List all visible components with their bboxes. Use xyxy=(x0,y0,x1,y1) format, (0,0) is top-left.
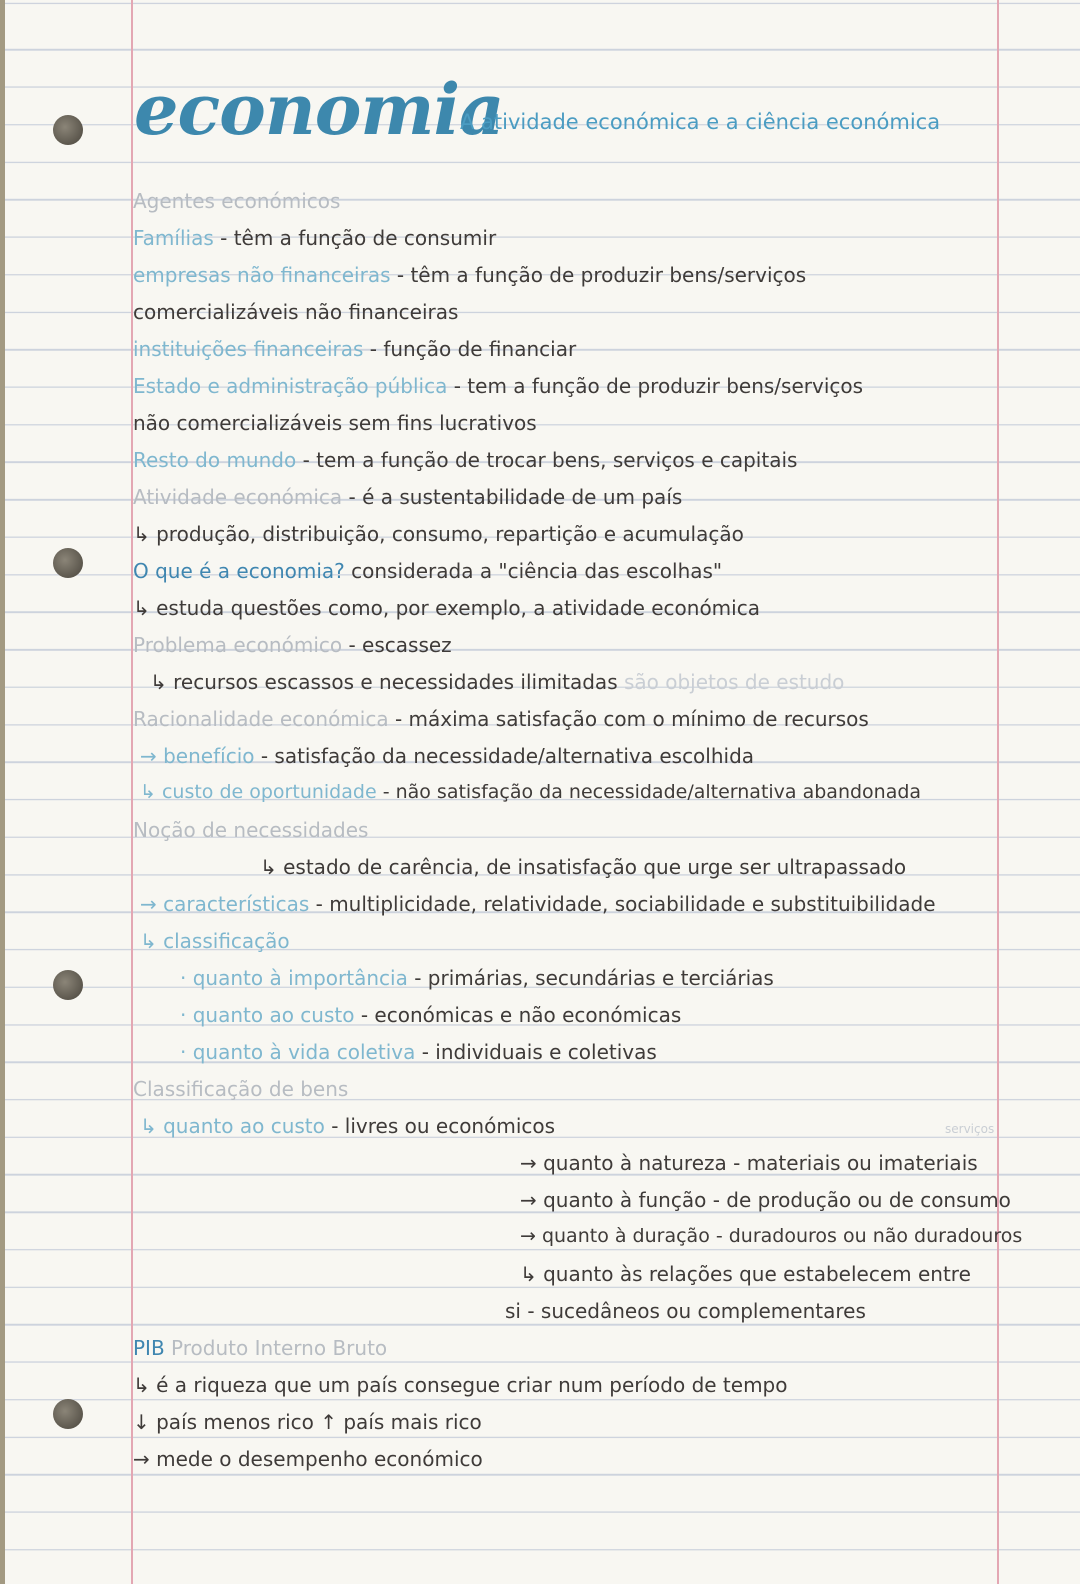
note-line xyxy=(133,596,760,620)
note-line xyxy=(133,263,806,287)
note-line xyxy=(140,744,754,768)
note-line xyxy=(133,1447,483,1471)
note-text: ↳ é a riqueza que um país consegue criar num período de tempo xyxy=(133,1373,788,1397)
note-text: ↳ produção, distribuição, consumo, repartição e acumulação xyxy=(133,522,744,546)
note-text: - função de financiar xyxy=(369,337,577,361)
note-line xyxy=(133,374,863,398)
note-line xyxy=(520,1151,978,1175)
note-line xyxy=(260,855,906,879)
note-line xyxy=(140,1114,555,1138)
note-line xyxy=(133,485,682,509)
binder-hole-icon xyxy=(53,970,83,1000)
note-keyword: · quanto ao custo xyxy=(180,1003,355,1027)
note-text: - não satisfação da necessidade/alternativa abandonada xyxy=(382,781,922,803)
page-title: economia xyxy=(134,68,504,151)
note-keyword: · quanto à importância xyxy=(180,966,408,990)
note-keyword: ↳ custo de oportunidade xyxy=(140,781,377,803)
note-line xyxy=(520,1225,1022,1247)
note-text: - multiplicidade, relatividade, sociabilidade e substituibilidade xyxy=(315,892,936,916)
note-keyword: Famílias xyxy=(133,226,214,250)
note-text: - escassez xyxy=(348,633,452,657)
note-line xyxy=(133,1373,787,1397)
note-text: - económicas e não económicas xyxy=(360,1003,682,1027)
note-text: ↓ país menos rico ↑ país mais rico xyxy=(133,1410,482,1434)
note-text: - máxima satisfação com o mínimo de recursos xyxy=(394,707,869,731)
note-text: ↳ estuda questões como, por exemplo, a atividade económica xyxy=(133,596,760,620)
note-keyword: · quanto à vida coletiva xyxy=(180,1040,416,1064)
note-line xyxy=(133,448,797,472)
note-line xyxy=(133,1077,348,1101)
note-line xyxy=(133,300,458,324)
note-line xyxy=(140,892,936,916)
note-line xyxy=(140,929,290,953)
note-text: - têm a função de consumir xyxy=(220,226,497,250)
note-line xyxy=(133,818,368,842)
note-keyword: Problema económico xyxy=(133,633,343,657)
note-text: si - sucedâneos ou complementares xyxy=(505,1299,866,1323)
note-text: → mede o desempenho económico xyxy=(133,1447,483,1471)
note-keyword: Atividade económica xyxy=(133,485,343,509)
note-line xyxy=(520,1262,971,1286)
note-keyword: Noção de necessidades xyxy=(133,818,369,842)
note-line xyxy=(133,411,537,435)
note-keyword: ↳ classificação xyxy=(140,929,290,953)
note-line xyxy=(133,189,340,213)
note-text: ↳ recursos escassos e necessidades ilimitadas xyxy=(150,670,618,694)
note-keyword: Estado e administração pública xyxy=(133,374,448,398)
page-subtitle: A atividade económica e a ciência económica xyxy=(460,110,941,134)
note-text: - primárias, secundárias e terciárias xyxy=(414,966,774,990)
note-text: → quanto à natureza - materiais ou imateriais xyxy=(520,1151,978,1175)
note-line xyxy=(180,966,774,990)
note-text: - livres ou económicos xyxy=(331,1114,556,1138)
binder-hole-icon xyxy=(53,115,83,145)
note-line xyxy=(133,337,576,361)
note-line xyxy=(150,670,844,694)
note-text: não comercializáveis sem fins lucrativos xyxy=(133,411,537,435)
note-text: - é a sustentabilidade de um país xyxy=(348,485,683,509)
note-text: considerada a "ciência das escolhas" xyxy=(351,559,723,583)
note-line xyxy=(180,1040,657,1064)
note-keyword: Racionalidade económica xyxy=(133,707,389,731)
note-keyword: empresas não financeiras xyxy=(133,263,391,287)
note-text: comercializáveis não financeiras xyxy=(133,300,459,324)
note-text: - satisfação da necessidade/alternativa escolhida xyxy=(260,744,755,768)
note-line xyxy=(133,633,452,657)
note-keyword: → características xyxy=(140,892,310,916)
page-edge xyxy=(0,0,5,1584)
note-line xyxy=(133,226,496,250)
side-note: serviços xyxy=(945,1122,995,1136)
binder-hole-icon xyxy=(53,548,83,578)
note-line xyxy=(133,522,744,546)
binder-hole-icon xyxy=(53,1399,83,1429)
note-keyword: PIB xyxy=(133,1336,165,1360)
note-text: → quanto à função - de produção ou de consumo xyxy=(520,1188,1011,1212)
note-keyword: O que é a economia? xyxy=(133,559,345,583)
note-line xyxy=(133,559,722,583)
note-keyword: instituições financeiras xyxy=(133,337,364,361)
note-text: ↳ quanto às relações que estabelecem entre xyxy=(520,1262,971,1286)
note-line xyxy=(133,1336,387,1360)
note-aside: são objetos de estudo xyxy=(623,670,845,694)
note-line xyxy=(140,781,921,803)
note-line xyxy=(133,1410,482,1434)
note-text: - individuais e coletivas xyxy=(421,1040,657,1064)
note-keyword: Agentes económicos xyxy=(133,189,341,213)
margin-line-right xyxy=(997,0,999,1584)
note-keyword: ↳ quanto ao custo xyxy=(140,1114,325,1138)
note-text: → quanto à duração - duradouros ou não duradouros xyxy=(520,1225,1023,1247)
note-text: - tem a função de trocar bens, serviços e capitais xyxy=(302,448,798,472)
note-keyword: → benefício xyxy=(140,744,255,768)
note-text: - têm a função de produzir bens/serviços xyxy=(396,263,807,287)
note-line xyxy=(180,1003,681,1027)
note-line xyxy=(133,707,869,731)
note-keyword: Resto do mundo xyxy=(133,448,297,472)
note-keyword: Classificação de bens xyxy=(133,1077,349,1101)
note-line xyxy=(520,1188,1011,1212)
note-text: ↳ estado de carência, de insatisfação que urge ser ultrapassado xyxy=(260,855,907,879)
note-line xyxy=(505,1299,866,1323)
note-text: - tem a função de produzir bens/serviços xyxy=(453,374,864,398)
note-aside: Produto Interno Bruto xyxy=(171,1336,388,1360)
